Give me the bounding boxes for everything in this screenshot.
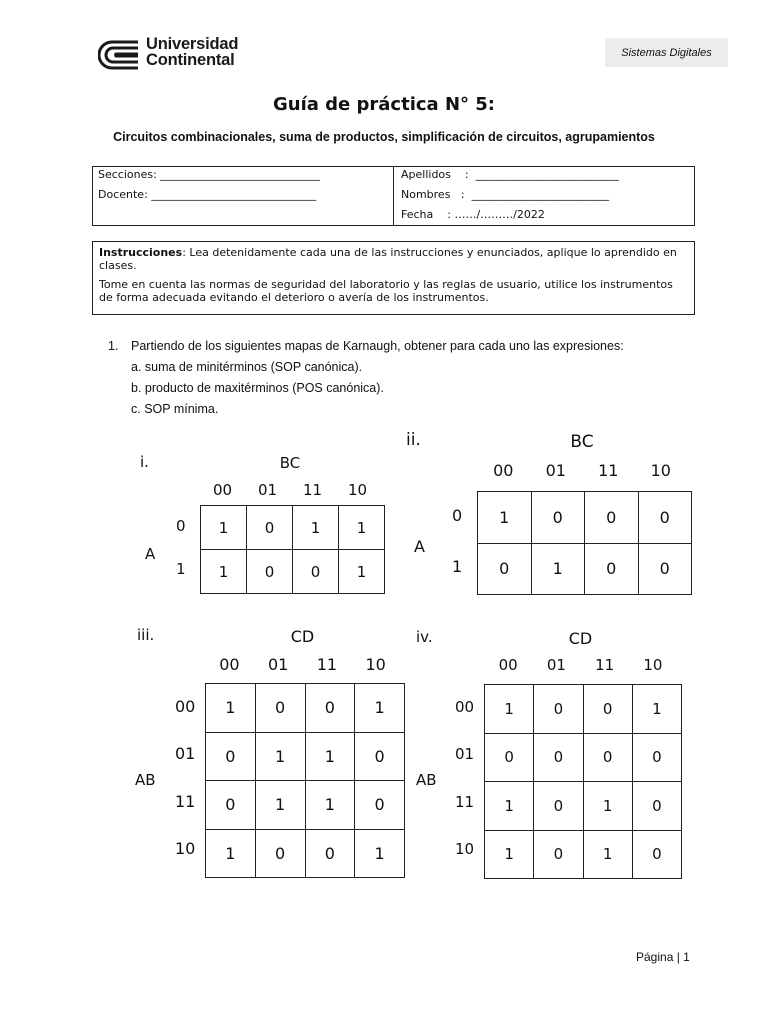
kmap-cell: 1 (583, 830, 632, 879)
kmap-ii-row-var: A (414, 537, 425, 556)
kmap-cell: 0 (206, 732, 256, 781)
question-item-c: c. SOP mínima. (131, 402, 219, 416)
kmap-ii-col-var: BC (570, 432, 594, 452)
kmap-cell: 0 (638, 492, 692, 544)
kmap-cell: 1 (255, 732, 305, 781)
kmap-ii-col-header: 00 (493, 461, 514, 480)
secciones-field[interactable]: Secciones: _____________________________ (98, 168, 320, 181)
kmap-cell: 0 (632, 782, 681, 831)
kmap-i-col-header: 11 (302, 481, 323, 499)
kmap-iii-row-header: 00 (175, 696, 196, 716)
kmap-cell: 0 (534, 782, 583, 831)
kmap-cell: 0 (305, 829, 355, 878)
instructions-label: Instrucciones (99, 246, 183, 259)
kmap-cell: 1 (632, 685, 681, 734)
kmap-iv-row-var: AB (416, 771, 437, 789)
info-divider (393, 166, 394, 226)
question-item-b: b. producto de maxitérminos (POS canónica). (131, 381, 384, 395)
question-number: 1. (108, 339, 119, 353)
kmap-i-col-header: 01 (257, 481, 278, 499)
kmap-iv-row-header: 10 (455, 840, 475, 859)
kmap-i-row-var: A (145, 545, 156, 563)
kmap-cell: 0 (534, 733, 583, 782)
kmap-cell: 0 (305, 684, 355, 733)
nombres-field[interactable]: Nombres : _________________________ (401, 188, 610, 201)
kmap-cell: 1 (485, 685, 534, 734)
apellidos-field[interactable]: Apellidos : __________________________ (401, 168, 619, 181)
kmap-cell: 1 (293, 506, 339, 550)
page-subtitle: Circuitos combinacionales, suma de productos, simplificación de circuitos, agrupamientos (113, 130, 655, 144)
kmap-cell: 0 (583, 685, 632, 734)
kmap-i-row-header: 1 (176, 559, 186, 578)
kmap-cell: 0 (255, 829, 305, 878)
kmap-cell: 0 (247, 550, 293, 594)
kmap-iii-label: iii. (137, 626, 155, 644)
kmap-cell: 1 (355, 829, 405, 878)
kmap-cell: 1 (339, 550, 385, 594)
kmap-iv-label: iv. (416, 628, 433, 646)
kmap-cell: 1 (201, 506, 247, 550)
kmap-ii-col-header: 10 (650, 461, 671, 480)
kmap-i-col-header: 10 (347, 481, 368, 499)
kmap-cell: 1 (485, 782, 534, 831)
kmap-iii-col-header: 01 (267, 655, 289, 674)
logo-line2: Continental (146, 51, 235, 69)
kmap-i-col-header: 00 (212, 481, 233, 499)
kmap-iv-col-header: 00 (498, 656, 518, 674)
kmap-cell: 1 (305, 781, 355, 830)
kmap-iii-row-header: 01 (175, 744, 196, 764)
kmap-cell: 1 (485, 830, 534, 879)
kmap-cell: 0 (632, 830, 681, 879)
kmap-cell: 1 (305, 732, 355, 781)
kmap-cell: 0 (534, 685, 583, 734)
kmap-ii-grid (477, 491, 692, 595)
kmap-cell: 1 (206, 829, 256, 878)
kmap-cell: 0 (355, 732, 405, 781)
question-text: Partiendo de los siguientes mapas de Karnaugh, obtener para cada uno las expresiones: (131, 339, 624, 353)
kmap-iv-col-header: 01 (546, 656, 566, 674)
kmap-ii-row-header: 0 (452, 506, 463, 526)
kmap-iii-col-header: 10 (365, 655, 386, 674)
kmap-cell: 1 (201, 550, 247, 594)
kmap-iii-row-header: 10 (175, 839, 196, 859)
kmap-iv-row-header: 00 (455, 697, 475, 716)
question-item-a: a. suma de minitérminos (SOP canónica). (131, 360, 363, 374)
university-name (146, 36, 238, 68)
kmap-ii-col-header: 01 (545, 461, 566, 480)
kmap-cell: 0 (638, 543, 692, 595)
page-number: Página | 1 (636, 950, 690, 964)
kmap-cell: 1 (206, 684, 256, 733)
kmap-iii-row-var: AB (135, 771, 156, 789)
kmap-iii-col-header: 00 (219, 655, 240, 674)
kmap-i-row-header: 0 (176, 516, 186, 535)
kmap-iv-col-var: CD (568, 629, 593, 648)
fecha-field[interactable]: Fecha : ……/………/2022 (401, 208, 545, 221)
kmap-ii-label: ii. (406, 430, 421, 450)
kmap-iv-row-header: 11 (455, 792, 475, 811)
kmap-cell: 0 (478, 543, 532, 595)
kmap-ii-col-header: 11 (598, 461, 619, 480)
kmap-cell: 0 (632, 733, 681, 782)
kmap-cell: 0 (531, 492, 585, 544)
kmap-i-label: i. (140, 453, 149, 471)
kmap-cell: 1 (255, 781, 305, 830)
kmap-iv-col-header: 10 (643, 656, 663, 674)
docente-field[interactable]: Docente: ______________________________ (98, 188, 317, 201)
kmap-iv-row-header: 01 (455, 745, 475, 764)
kmap-iii-col-var: CD (290, 627, 315, 646)
kmap-cell: 0 (247, 506, 293, 550)
kmap-iv-col-header: 11 (595, 656, 615, 674)
logo-line1: Universidad (146, 35, 239, 53)
kmap-cell: 1 (355, 684, 405, 733)
instructions-box (92, 241, 695, 315)
kmap-cell: 0 (585, 492, 639, 544)
kmap-cell: 1 (478, 492, 532, 544)
kmap-ii-row-header: 1 (452, 556, 463, 576)
kmap-i-col-var: BC (279, 454, 301, 472)
kmap-cell: 0 (485, 733, 534, 782)
kmap-i-grid (200, 505, 385, 594)
kmap-cell: 1 (531, 543, 585, 595)
page-title: Guía de práctica N° 5: (272, 94, 496, 115)
university-logo-icon (98, 38, 142, 72)
kmap-cell: 0 (355, 781, 405, 830)
kmap-iii-row-header: 11 (175, 791, 196, 811)
kmap-cell: 1 (339, 506, 385, 550)
kmap-cell: 1 (583, 782, 632, 831)
kmap-cell: 0 (206, 781, 256, 830)
kmap-cell: 0 (255, 684, 305, 733)
kmap-iv-grid (484, 684, 682, 879)
instructions-text1: : Lea detenidamente cada una de las instrucciones y enunciados, aplique lo aprendido en clases. (99, 246, 677, 272)
instructions-text2: Tome en cuenta las normas de seguridad del laboratorio y las reglas de usuario, utilice los instrumentos de forma adecuada evitando el deterioro o avería de los instrumentos. (99, 278, 673, 304)
kmap-iii-col-header: 11 (316, 655, 338, 674)
kmap-iii-grid (205, 683, 405, 878)
kmap-cell: 0 (534, 830, 583, 879)
kmap-cell: 0 (585, 543, 639, 595)
kmap-cell: 0 (583, 733, 632, 782)
kmap-cell: 0 (293, 550, 339, 594)
course-badge: Sistemas Digitales (605, 38, 728, 67)
